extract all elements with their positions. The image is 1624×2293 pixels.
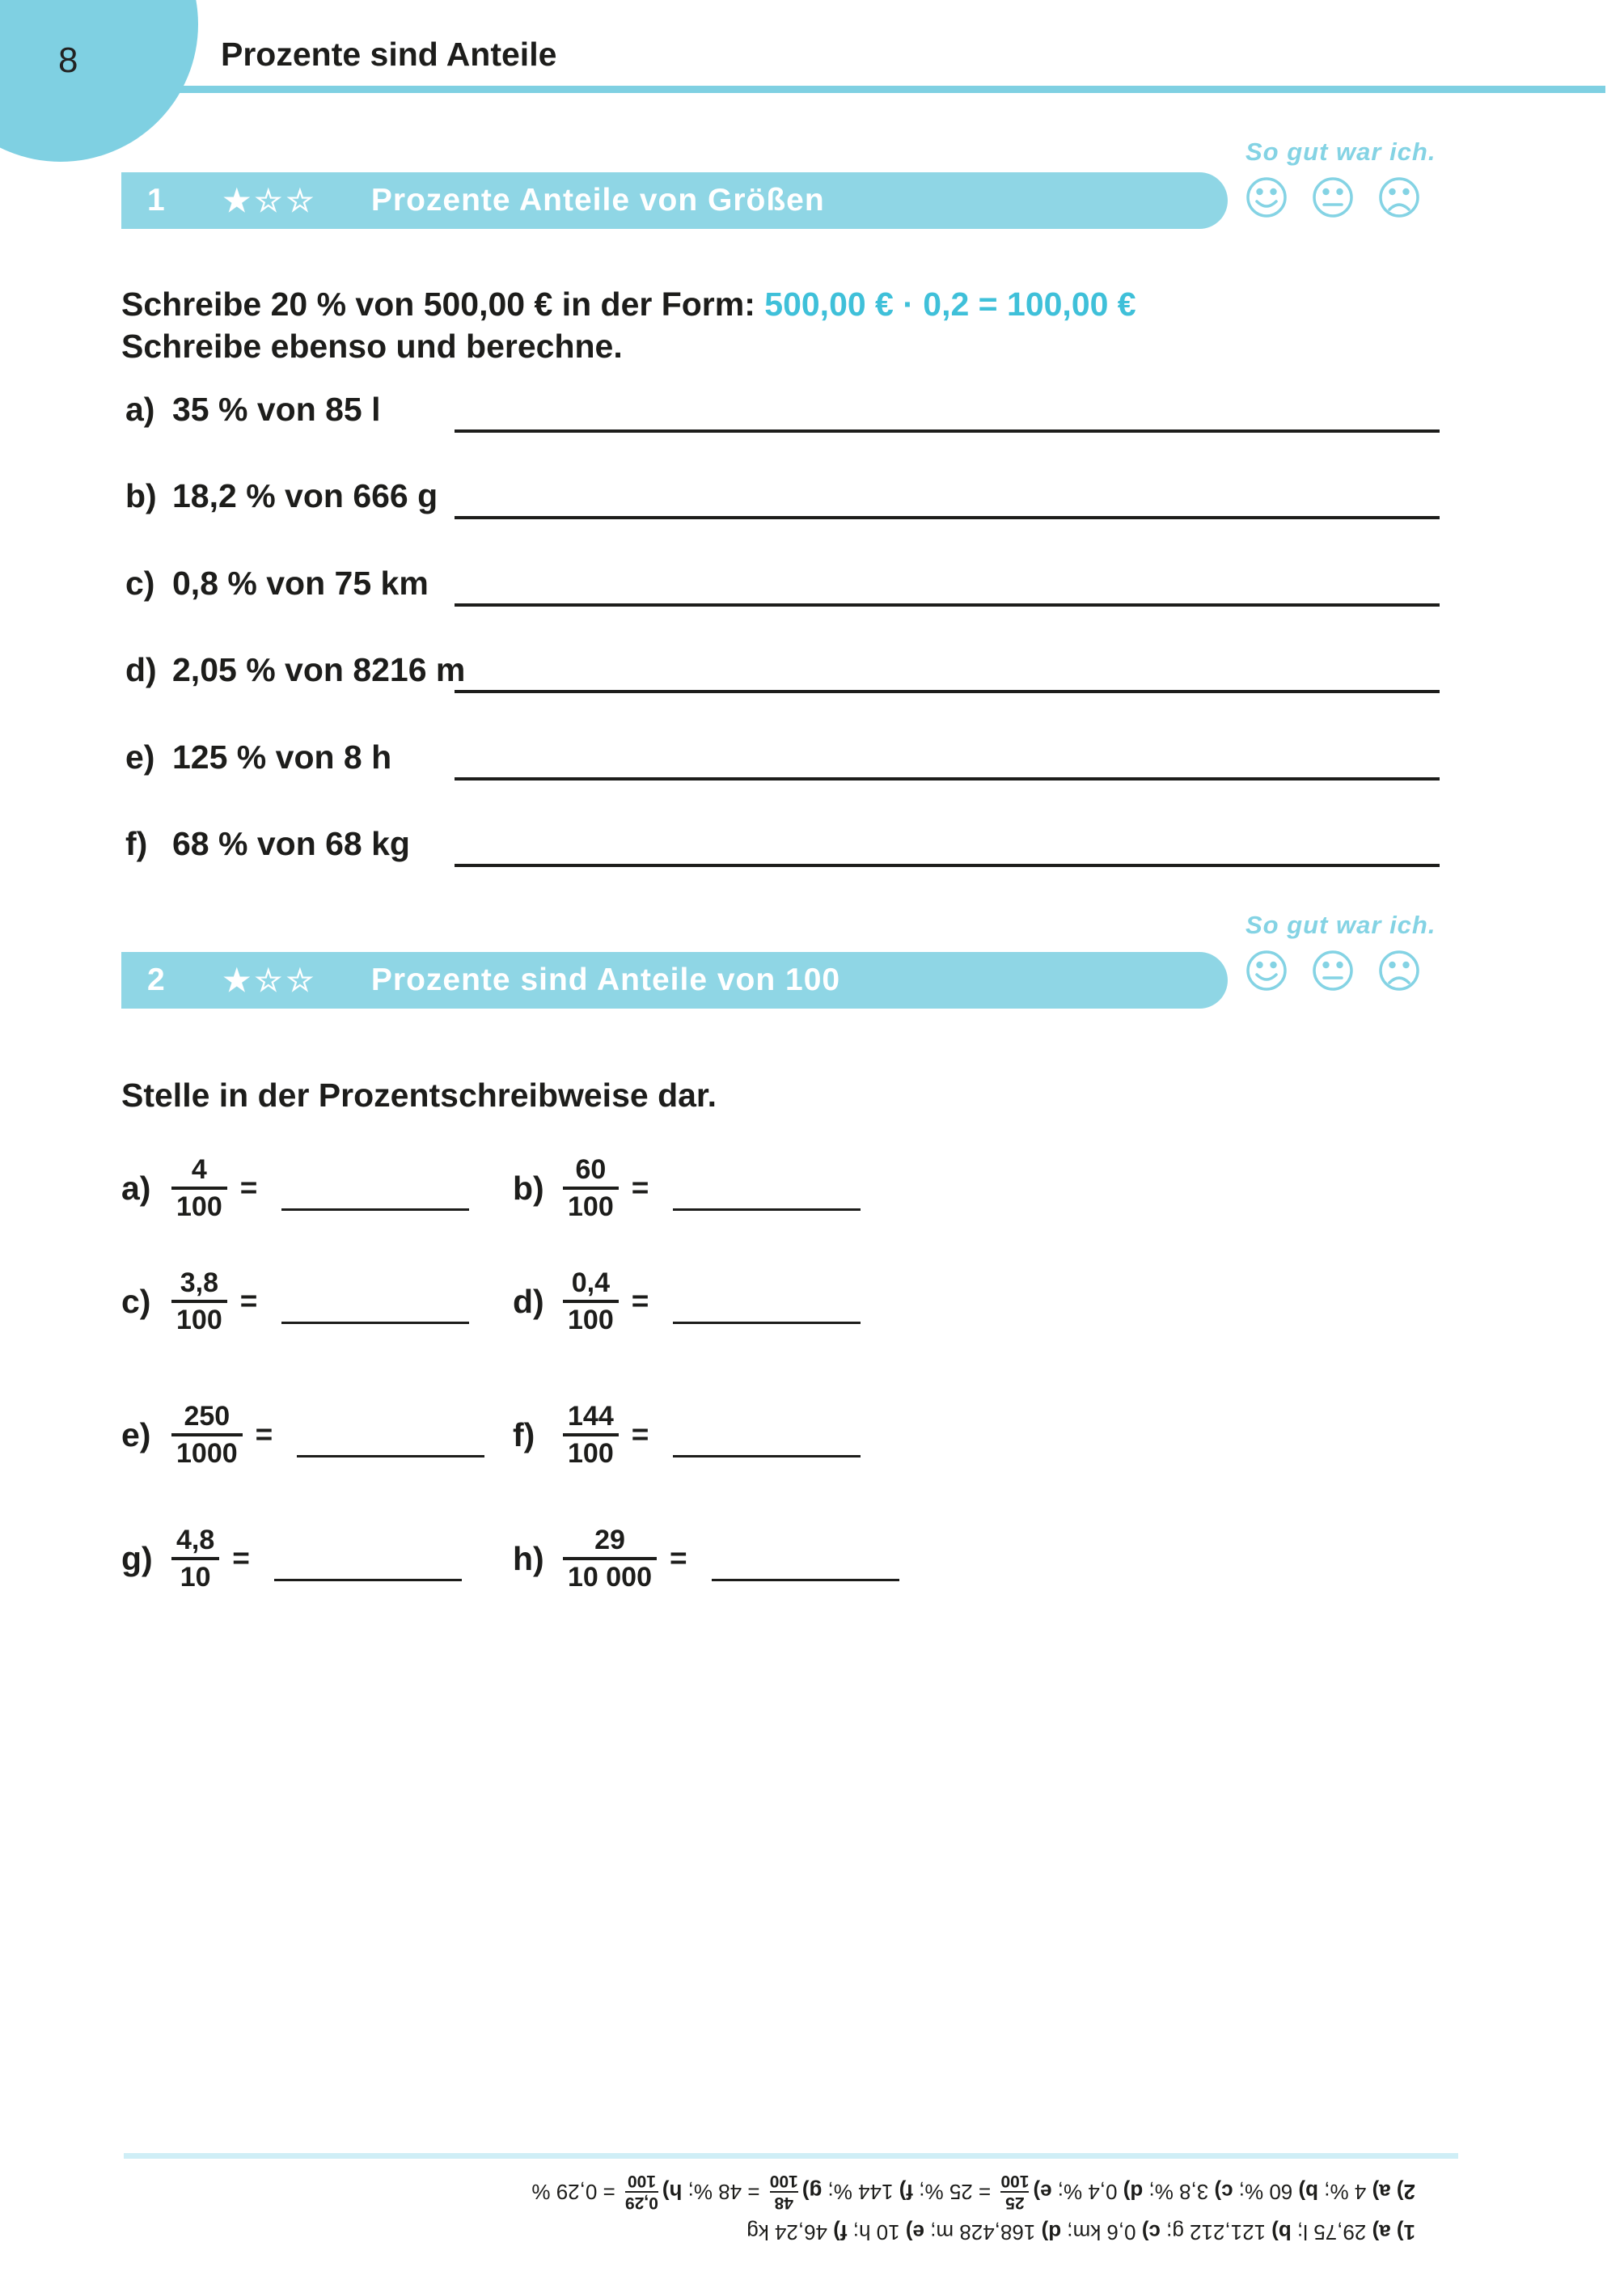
fraction xyxy=(563,1399,619,1470)
answer-blank[interactable] xyxy=(455,777,1440,781)
smiley-sad-icon[interactable] xyxy=(1378,176,1420,218)
item-row xyxy=(125,477,1500,518)
fraction-cell xyxy=(513,1153,861,1224)
fraction-numerator: 0,4 xyxy=(571,1267,610,1298)
equals-sign: = xyxy=(255,1418,273,1451)
intro-text: Schreibe 20 % von 500,00 € in der Form: xyxy=(121,286,755,323)
rating-label: So gut war ich. xyxy=(1245,911,1436,939)
fraction xyxy=(171,1399,243,1470)
answer-segment: d) xyxy=(1123,2180,1144,2205)
equals-sign: = xyxy=(631,1171,649,1204)
fraction-numerator: 250 xyxy=(184,1401,230,1432)
fraction-label: h) xyxy=(513,1539,544,1577)
answer-blank[interactable] xyxy=(455,516,1440,519)
answer-segment: 168,428 m; xyxy=(924,2220,1042,2244)
difficulty-stars-icon: ★☆☆ xyxy=(222,963,318,998)
fraction xyxy=(171,1153,227,1224)
difficulty-stars-icon: ★☆☆ xyxy=(222,184,318,218)
answer-segment: g) xyxy=(801,2180,823,2205)
item-row xyxy=(125,565,1500,605)
answer-fraction: 25 100 xyxy=(1000,2172,1030,2212)
equals-sign: = xyxy=(670,1542,687,1575)
fraction-cell xyxy=(121,1153,469,1224)
fraction-denominator: 100 xyxy=(176,1191,222,1222)
item-label: f) xyxy=(125,825,148,862)
fraction-denominator: 10 000 xyxy=(568,1562,652,1593)
answer-blank[interactable] xyxy=(455,603,1440,607)
answer-segment: 121,212 g; xyxy=(1160,2220,1272,2244)
answer-segment: 10 h; xyxy=(847,2220,906,2244)
page-number: 8 xyxy=(58,40,78,80)
page-header-title: Prozente sind Anteile xyxy=(221,36,557,73)
equals-sign: = xyxy=(239,1284,258,1318)
fraction-label: b) xyxy=(513,1169,544,1207)
item-label: a) xyxy=(125,391,155,428)
answer-fraction: 0,29 100 xyxy=(624,2172,658,2212)
answer-blank[interactable] xyxy=(455,864,1440,867)
item-text: 35 % von 85 l xyxy=(172,391,381,428)
answer-segment: 2) a) xyxy=(1372,2180,1415,2205)
answer-segment: 0,4 %; xyxy=(1051,2180,1123,2205)
intro-line2: Schreibe ebenso und berechne. xyxy=(121,328,623,365)
smiley-row xyxy=(1245,950,1472,992)
fraction-label: a) xyxy=(121,1169,151,1207)
smiley-neutral-icon[interactable] xyxy=(1312,176,1354,218)
answer-blank[interactable] xyxy=(274,1579,462,1581)
fraction-numerator: 3,8 xyxy=(180,1267,218,1298)
item-row xyxy=(125,651,1500,692)
fraction-label: f) xyxy=(513,1415,535,1453)
item-label: e) xyxy=(125,738,155,776)
task-title: Prozente sind Anteile von 100 xyxy=(370,962,841,997)
answer-segment: f) xyxy=(899,2180,914,2205)
solutions-upside-down xyxy=(364,2172,1415,2244)
fraction-denominator: 100 xyxy=(176,1305,222,1335)
item-label: d) xyxy=(125,651,157,689)
answer-segment: b) xyxy=(1271,2220,1292,2244)
equals-sign: = xyxy=(239,1171,258,1204)
header-rule xyxy=(178,86,1605,93)
smiley-neutral-icon[interactable] xyxy=(1312,950,1354,992)
task2-intro: Stelle in der Prozentschreibweise dar. xyxy=(121,1077,717,1114)
fraction-denominator: 100 xyxy=(568,1438,614,1469)
fraction xyxy=(563,1153,619,1224)
item-row xyxy=(125,391,1500,431)
item-text: 2,05 % von 8216 m xyxy=(172,651,466,689)
fraction-cell xyxy=(121,1266,469,1337)
fraction-denominator: 1000 xyxy=(176,1438,238,1469)
task-banner-2 xyxy=(121,952,1228,1009)
fraction-cell xyxy=(513,1399,861,1470)
answer-segment: e) xyxy=(1033,2180,1052,2205)
answer-segment: f) xyxy=(833,2220,848,2244)
answer-line-2 xyxy=(364,2172,1415,2211)
fraction-denominator: 100 xyxy=(568,1305,614,1335)
fraction-label: c) xyxy=(121,1282,151,1320)
fraction-numerator: 4 xyxy=(191,1154,207,1185)
item-text: 18,2 % von 666 g xyxy=(172,477,438,515)
item-text: 125 % von 8 h xyxy=(172,738,392,776)
task1-intro xyxy=(121,283,1136,367)
answer-segment: 144 %; xyxy=(822,2180,899,2205)
answer-segment: = 48 %; xyxy=(682,2180,766,2205)
fraction-denominator: 10 xyxy=(180,1562,211,1593)
answer-fraction: 48 100 xyxy=(769,2172,798,2212)
answer-blank[interactable] xyxy=(455,690,1440,693)
fraction-numerator: 144 xyxy=(568,1401,614,1432)
task-number: 2 xyxy=(147,962,165,997)
rating-label: So gut war ich. xyxy=(1245,137,1436,166)
answer-segment: e) xyxy=(905,2220,924,2244)
answer-segment: 1) a) xyxy=(1372,2220,1415,2244)
smiley-sad-icon[interactable] xyxy=(1378,950,1420,992)
answer-blank[interactable] xyxy=(673,1455,861,1457)
answer-blank[interactable] xyxy=(673,1208,861,1211)
answer-line-1 xyxy=(364,2219,1415,2244)
answer-segment: b) xyxy=(1298,2180,1319,2205)
answer-blank[interactable] xyxy=(297,1455,484,1457)
self-rating-2 xyxy=(1245,911,1472,992)
fraction-numerator: 60 xyxy=(575,1154,607,1185)
fraction-cell xyxy=(121,1523,462,1594)
smiley-happy-icon[interactable] xyxy=(1245,176,1288,218)
fraction xyxy=(171,1523,219,1594)
fraction-cell xyxy=(121,1399,484,1470)
page-corner-circle xyxy=(0,0,198,162)
equals-sign: = xyxy=(631,1284,649,1318)
intro-example: 500,00 € · 0,2 = 100,00 € xyxy=(755,286,1136,323)
answer-segment: c) xyxy=(1214,2180,1233,2205)
equals-sign: = xyxy=(232,1542,250,1575)
answer-segment: 0,6 km; xyxy=(1061,2220,1142,2244)
item-label: c) xyxy=(125,564,155,602)
task-title: Prozente Anteile von Größen xyxy=(370,183,825,218)
task-number: 1 xyxy=(147,183,165,218)
answer-segment: = 25 %; xyxy=(913,2180,997,2205)
item-label: b) xyxy=(125,477,157,515)
answer-segment: 60 %; xyxy=(1233,2180,1299,2205)
item-row xyxy=(125,825,1500,865)
self-rating-1 xyxy=(1245,137,1472,218)
item-text: 68 % von 68 kg xyxy=(172,825,410,862)
fraction-numerator: 29 xyxy=(594,1525,625,1555)
item-row xyxy=(125,738,1500,779)
smiley-happy-icon[interactable] xyxy=(1245,950,1288,992)
fraction-denominator: 100 xyxy=(568,1191,614,1222)
smiley-row xyxy=(1245,176,1472,218)
answer-segment: 46,24 kg xyxy=(746,2220,834,2244)
fraction-cell xyxy=(513,1266,861,1337)
answer-blank[interactable] xyxy=(455,429,1440,433)
answer-blank[interactable] xyxy=(281,1208,469,1211)
task-banner-1 xyxy=(121,172,1228,229)
answer-blank[interactable] xyxy=(673,1322,861,1324)
answer-segment: 4 %; xyxy=(1318,2180,1372,2205)
fraction xyxy=(563,1523,657,1594)
answer-segment: 3,8 %; xyxy=(1143,2180,1215,2205)
fraction-numerator: 4,8 xyxy=(176,1525,215,1555)
equals-sign: = xyxy=(631,1418,649,1451)
answer-blank[interactable] xyxy=(281,1322,469,1324)
fraction-label: d) xyxy=(513,1282,544,1320)
answer-segment: h) xyxy=(662,2180,683,2205)
fraction-cell xyxy=(513,1523,899,1594)
fraction-label: g) xyxy=(121,1539,153,1577)
fraction xyxy=(171,1266,227,1337)
answer-segment: c) xyxy=(1141,2220,1161,2244)
answer-segment: = 0,29 % xyxy=(531,2180,621,2205)
answer-segment: 29,75 l; xyxy=(1291,2220,1372,2244)
answer-blank[interactable] xyxy=(712,1579,899,1581)
fraction-label: e) xyxy=(121,1415,151,1453)
fraction xyxy=(563,1266,619,1337)
answer-segment: d) xyxy=(1041,2220,1062,2244)
item-text: 0,8 % von 75 km xyxy=(172,564,429,602)
bottom-rule xyxy=(124,2153,1458,2159)
